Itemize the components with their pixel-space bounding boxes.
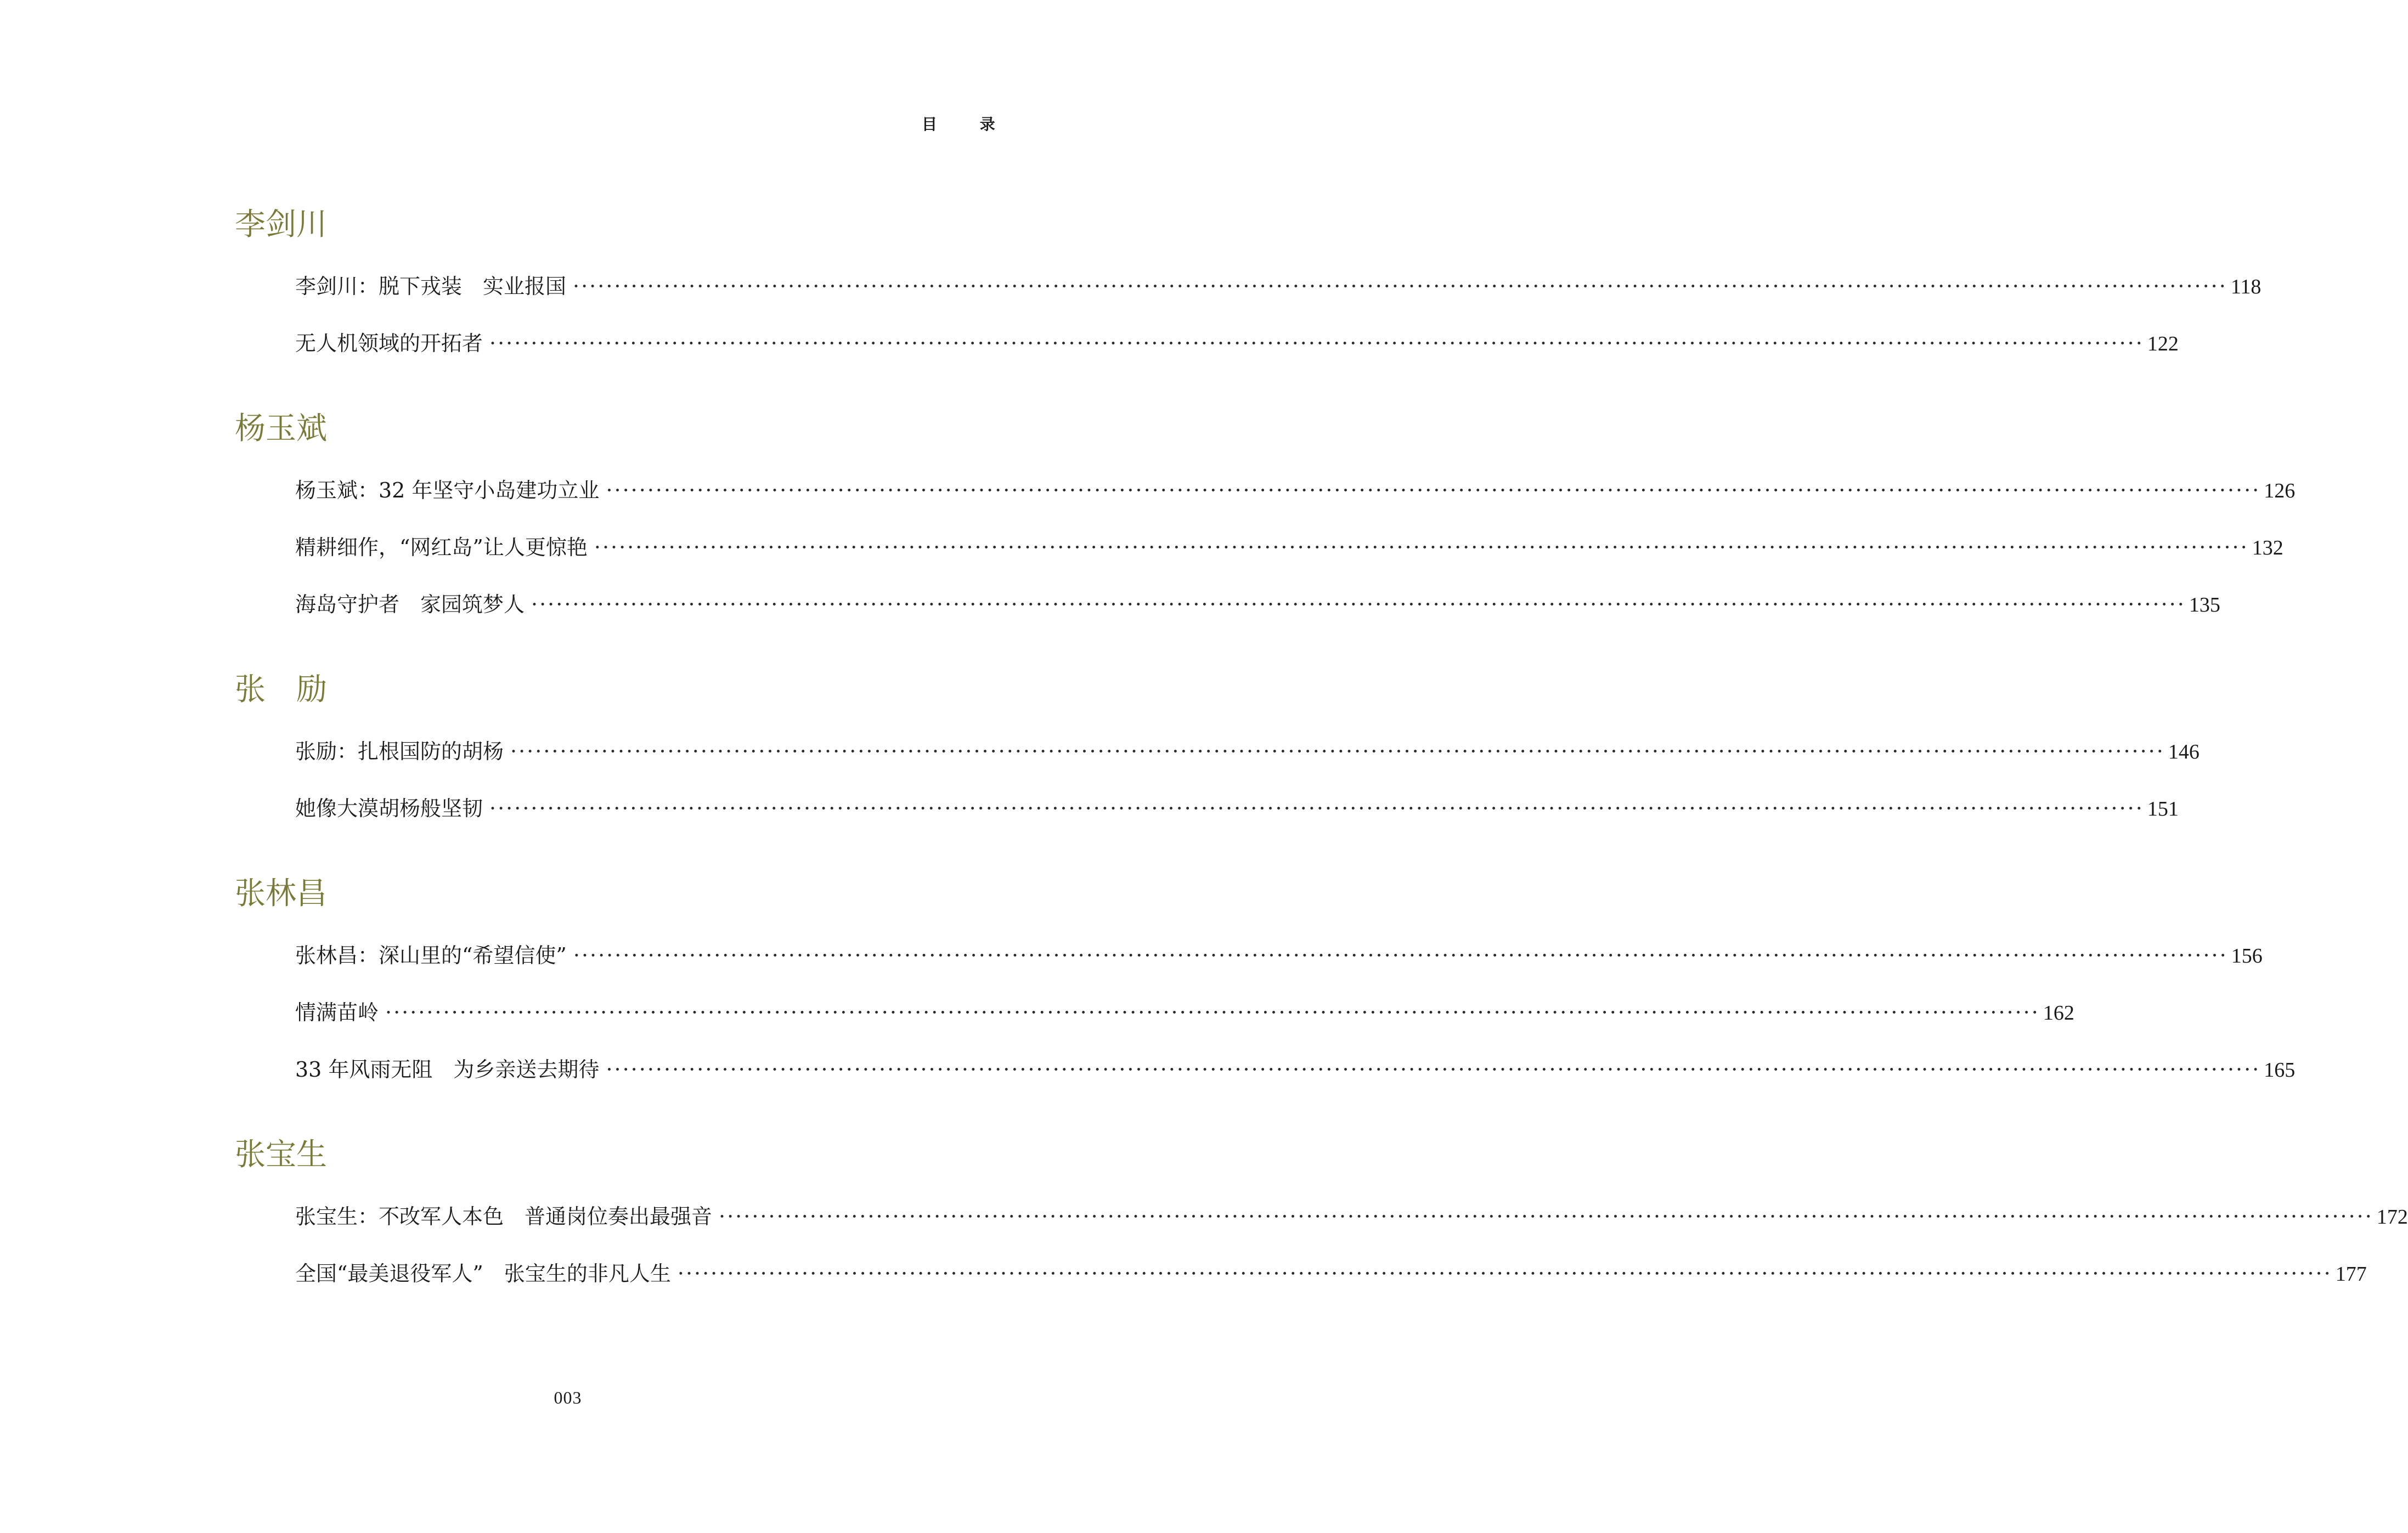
entry-title: 精耕细作，“网红岛”让人更惊艳 <box>295 535 588 559</box>
dot-leader: ········································································································································································································ <box>677 1262 2332 1286</box>
entry-page-number: 126 <box>2264 479 2296 502</box>
toc-entry[interactable] <box>235 462 2296 519</box>
toc-section <box>235 1137 2408 1302</box>
entry-title: 全国“最美退役军人” 张宝生的非凡人生 <box>295 1262 671 1286</box>
toc-entry[interactable] <box>235 576 2220 633</box>
page-number: 003 <box>554 1388 582 1407</box>
dot-leader: ········································································································································································································ <box>719 1204 2373 1229</box>
entry-page-number: 135 <box>2189 593 2220 616</box>
toc-section <box>235 672 2200 837</box>
entry-page-number: 172 <box>2376 1206 2408 1229</box>
toc-entry[interactable] <box>235 984 2074 1041</box>
entry-title: 张宝生：不改军人本色 普通岗位奏出最强音 <box>295 1204 713 1229</box>
section-title: 李剑川 <box>235 207 327 242</box>
toc-section <box>235 411 2296 633</box>
section-title: 杨玉斌 <box>235 411 327 446</box>
toc-entry[interactable] <box>235 1245 2367 1302</box>
dot-leader: ········································································································································································································ <box>510 739 2165 763</box>
toc-entry[interactable] <box>235 258 2262 315</box>
entry-page-number: 146 <box>2168 740 2200 763</box>
toc-entry[interactable] <box>235 723 2200 780</box>
section-title: 张林昌 <box>235 876 327 912</box>
entry-page-number: 177 <box>2335 1263 2367 1286</box>
entry-title: 杨玉斌：32 年坚守小岛建功立业 <box>295 478 600 502</box>
dot-leader: ········································································································································································································ <box>606 478 2261 502</box>
toc-entry[interactable] <box>235 1041 2296 1098</box>
entry-page-number: 122 <box>2147 332 2179 355</box>
toc-section <box>235 207 2262 372</box>
dot-leader: ········································································································································································································ <box>573 943 2228 968</box>
toc-entry[interactable] <box>235 1188 2408 1245</box>
entry-title: 她像大漠胡杨般坚韧 <box>295 796 483 821</box>
dot-leader: ········································································································································································································ <box>573 274 2227 298</box>
entry-title: 李剑川：脱下戎装 实业报国 <box>295 274 567 298</box>
dot-leader: ········································································································································································································ <box>606 1057 2261 1082</box>
entry-title: 张林昌：深山里的“希望信使” <box>295 943 567 968</box>
entry-page-number: 165 <box>2264 1059 2296 1082</box>
toc-entry[interactable] <box>235 780 2179 837</box>
dot-leader: ········································································································································································································ <box>489 331 2144 355</box>
toc-entry[interactable] <box>235 927 2263 984</box>
section-title: 张 励 <box>235 672 327 708</box>
toc-entry[interactable] <box>235 315 2179 372</box>
toc-entry[interactable] <box>235 519 2283 576</box>
entry-title: 33 年风雨无阻 为乡亲送去期待 <box>295 1057 600 1082</box>
running-header: 目 录 <box>922 115 1014 133</box>
dot-leader: ········································································································································································································ <box>385 1000 2040 1025</box>
entry-title: 无人机领域的开拓者 <box>295 331 483 355</box>
entry-page-number: 151 <box>2147 797 2179 821</box>
entry-page-number: 162 <box>2043 1002 2074 1025</box>
toc-section <box>235 876 2296 1098</box>
entry-page-number: 156 <box>2231 944 2263 968</box>
section-title: 张宝生 <box>235 1137 327 1173</box>
entry-title: 情满苗岭 <box>295 1000 379 1025</box>
dot-leader: ········································································································································································································ <box>531 592 2186 616</box>
entry-title: 海岛守护者 家园筑梦人 <box>295 592 525 616</box>
entry-page-number: 118 <box>2230 275 2262 298</box>
dot-leader: ········································································································································································································ <box>594 535 2249 559</box>
entry-title: 张励：扎根国防的胡杨 <box>295 739 504 763</box>
table-of-contents <box>235 207 2408 1343</box>
dot-leader: ········································································································································································································ <box>489 796 2144 821</box>
entry-page-number: 132 <box>2252 536 2283 559</box>
